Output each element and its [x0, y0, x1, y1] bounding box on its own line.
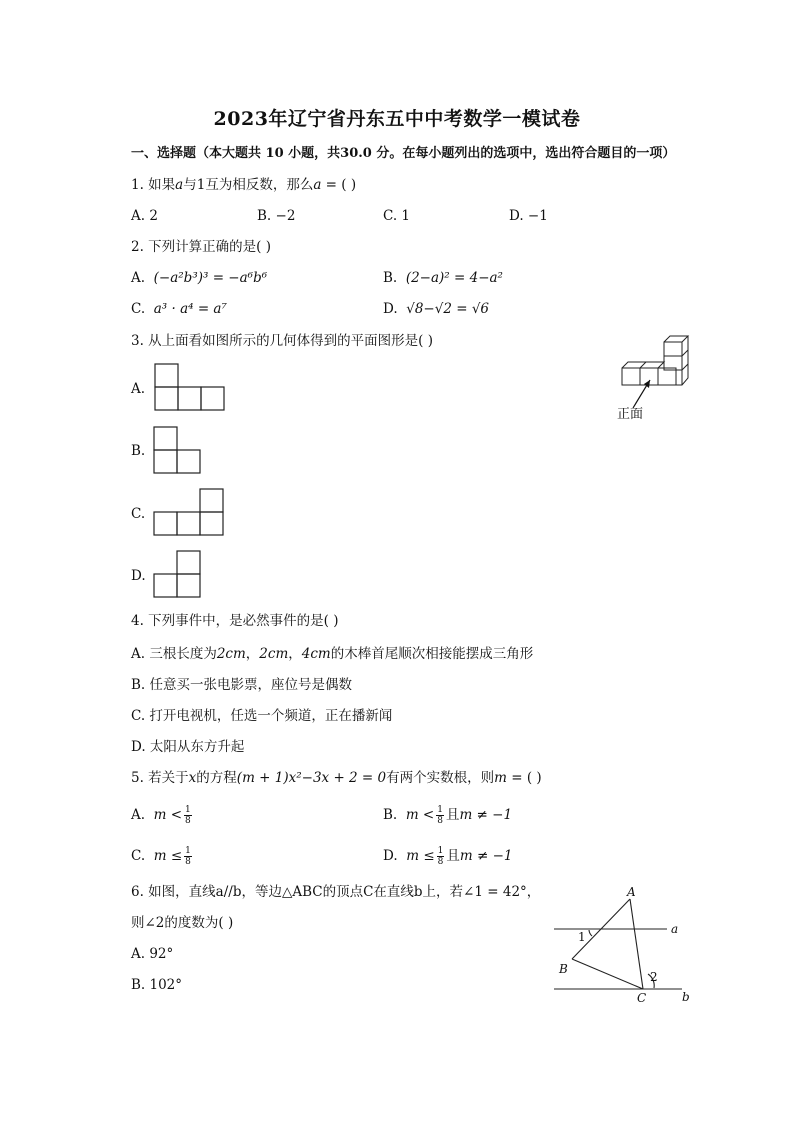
question-6-stem-line1: 6. 如图，直线a//b，等边△ABC的顶点C在直线b上，若∠1 = 42°，	[131, 884, 541, 900]
label-angle-1: 1	[578, 930, 586, 944]
question-1-option-d: D. −1	[509, 208, 548, 224]
question-6-option-a: A. 92°	[131, 946, 174, 962]
label-B: B	[559, 962, 568, 976]
question-2-option-b: B. (2−a)² = 4−a²	[383, 270, 503, 286]
question-5-option-d: D. m ≤ $\frac{1}{8}$ 且m ≠ −1	[383, 846, 513, 867]
question-3-option-c-figure	[153, 488, 225, 542]
question-6-option-b: B. 102°	[131, 977, 183, 993]
question-1-option-b: B. −2	[257, 208, 296, 224]
label-line-a: a	[671, 922, 679, 936]
question-6-stem-line2: 则∠2的度数为( )	[131, 915, 234, 931]
question-4-stem: 4. 下列事件中，是必然事件的是( )	[131, 613, 339, 629]
question-3-option-a-label: A.	[131, 381, 146, 397]
question-3-option-d-label: D.	[131, 568, 146, 584]
question-3-option-b-label: B.	[131, 443, 146, 459]
question-5-option-b: B. m < $\frac{1}{8}$ 且m ≠ −1	[383, 805, 513, 826]
label-line-b: b	[682, 990, 690, 1004]
question-3-option-d-figure	[153, 550, 203, 604]
question-1-option-c: C. 1	[383, 208, 411, 224]
question-2-option-a: A. (−a²b³)³ = −a⁶b⁶	[131, 270, 268, 286]
question-4-option-b: B. 任意买一张电影票，座位号是偶数	[131, 677, 353, 693]
question-5-stem: 5. 若关于x的方程(m + 1)x²−3x + 2 = 0有两个实数根，则m = ( )	[131, 770, 542, 786]
page-title: 2023年辽宁省丹东五中中考数学一模试卷	[213, 108, 581, 130]
label-A: A	[627, 885, 636, 899]
question-1-option-a: A. 2	[131, 208, 158, 224]
question-2-option-c: C. a³ · a⁴ = a⁷	[131, 301, 227, 317]
question-4-option-a: A. 三根长度为2cm，2cm，4cm的木棒首尾顺次相接能摆成三角形	[131, 646, 534, 662]
question-5-option-c: C. m ≤ $\frac{1}{8}$	[131, 846, 191, 867]
question-4-option-c: C. 打开电视机，任选一个频道，正在播新闻	[131, 708, 393, 724]
question-3-stem: 3. 从上面看如图所示的几何体得到的平面图形是( )	[131, 333, 433, 349]
question-2-stem: 2. 下列计算正确的是( )	[131, 239, 271, 255]
question-5-option-a: A. m < $\frac{1}{8}$	[131, 805, 191, 826]
label-angle-2: 2	[650, 970, 658, 984]
front-view-label: 正面	[617, 407, 644, 422]
question-2-option-d: D. √8−√2 = √6	[383, 301, 490, 317]
section-heading: 一、选择题（本大题共 10 小题，共30.0 分。在每小题列出的选项中，选出符合题目的一项）	[131, 146, 676, 161]
label-C: C	[637, 991, 647, 1005]
question-3-option-a-figure	[154, 363, 226, 417]
q6-geometry-figure	[552, 884, 702, 1013]
question-1-stem: 1. 如果a与1互为相反数，那么a = ( )	[131, 177, 357, 193]
question-3-option-b-figure	[153, 426, 203, 480]
question-3-option-c-label: C.	[131, 506, 146, 522]
question-4-option-d: D. 太阳从东方升起	[131, 739, 245, 755]
